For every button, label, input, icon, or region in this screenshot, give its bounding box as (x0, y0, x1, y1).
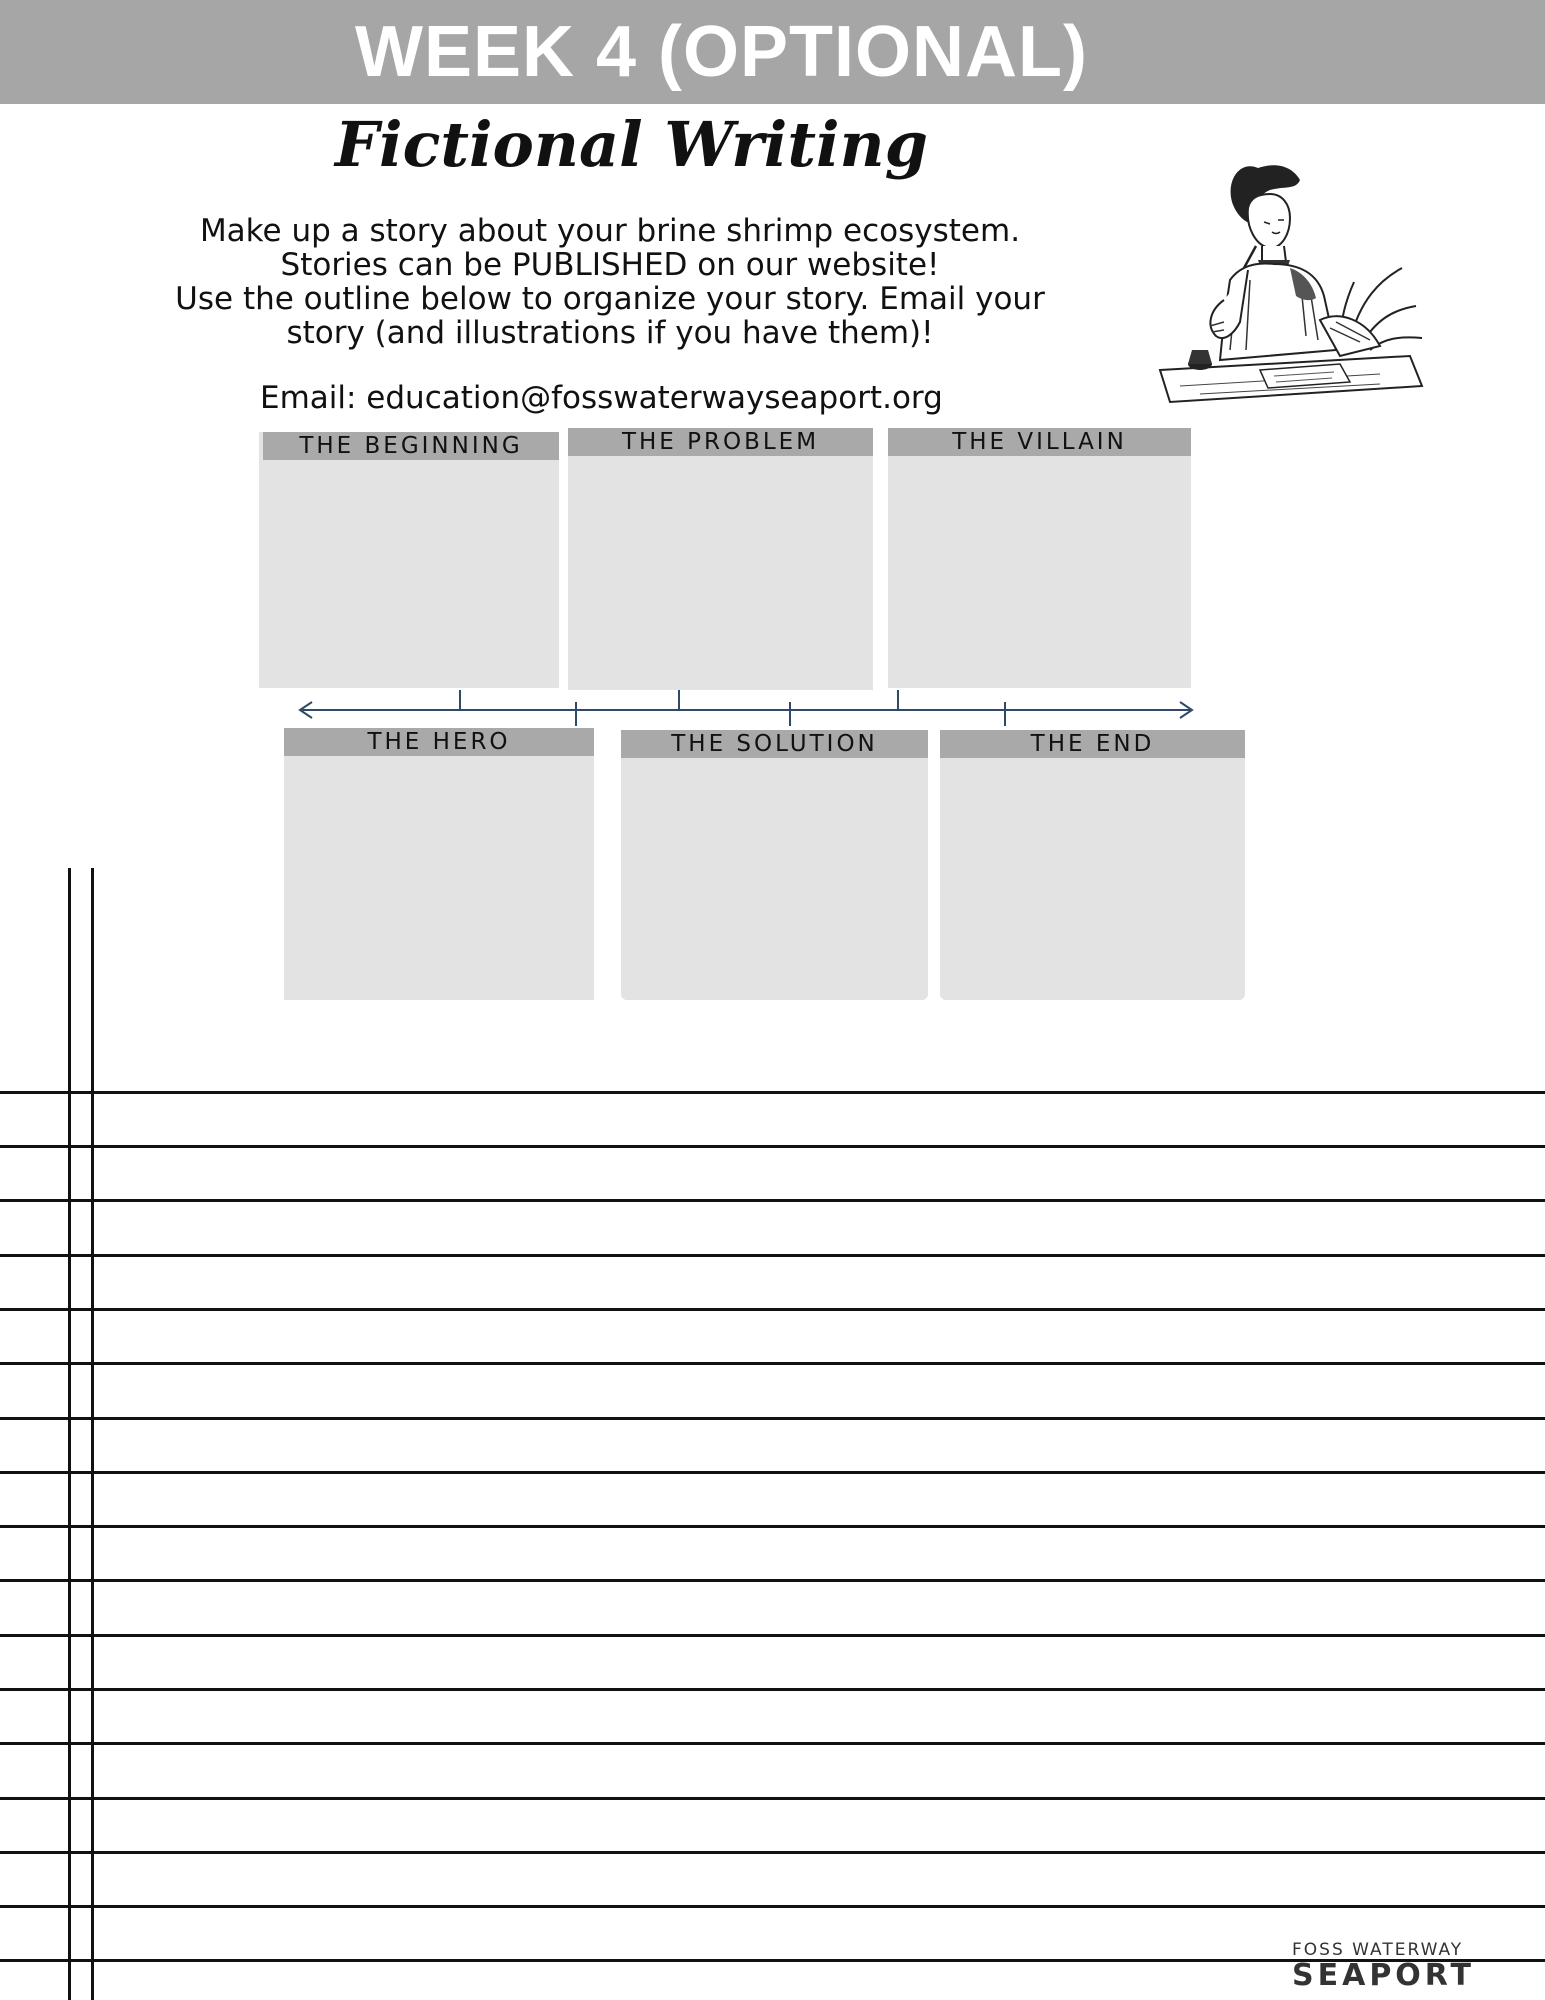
outline-label: THE PROBLEM (621, 429, 820, 455)
outline-tab (284, 728, 594, 756)
writing-line[interactable] (0, 1254, 1545, 1257)
outline-box-solution[interactable] (621, 730, 928, 1000)
outline-tab (621, 730, 928, 758)
writing-line[interactable] (0, 1797, 1545, 1800)
writing-line[interactable] (0, 1091, 1545, 1094)
logo-big-text: SEAPORT (1292, 1958, 1476, 1993)
outline-box-end[interactable] (940, 730, 1245, 1000)
intro-line: Use the outline below to organize your story. Email your (175, 281, 1045, 317)
writing-line[interactable] (0, 1851, 1545, 1854)
writing-line[interactable] (0, 1688, 1545, 1691)
intro-line: Make up a story about your brine shrimp ecosystem. (199, 213, 1021, 249)
margin-line (91, 868, 94, 2000)
outline-box-hero[interactable] (284, 728, 594, 1000)
outline-tab (940, 730, 1245, 758)
story-timeline (296, 690, 1196, 730)
header-banner (0, 0, 1545, 104)
outline-label: THE HERO (367, 729, 511, 755)
writing-line[interactable] (0, 1145, 1545, 1148)
outline-tab (263, 432, 559, 460)
writing-line[interactable] (0, 1905, 1545, 1908)
outline-label: THE END (1030, 731, 1155, 757)
outline-box-beginning[interactable] (259, 432, 559, 688)
outline-label: THE SOLUTION (671, 731, 878, 757)
foss-waterway-seaport-logo (1292, 1940, 1475, 1992)
page-title: Fictional Writing (335, 108, 928, 181)
writing-line[interactable] (0, 1199, 1545, 1202)
woman-writing-illustration (1140, 150, 1430, 440)
writing-line[interactable] (0, 1634, 1545, 1637)
intro-line: story (and illustrations if you have them)! (286, 315, 934, 351)
outline-label: THE VILLAIN (952, 429, 1127, 455)
email-contact: Email: education@fosswaterwayseaport.org (260, 380, 943, 416)
margin-line (68, 868, 71, 2000)
outline-box-problem[interactable] (568, 428, 873, 690)
writing-line[interactable] (0, 1471, 1545, 1474)
writing-line[interactable] (0, 1308, 1545, 1311)
writing-line[interactable] (0, 1525, 1545, 1528)
logo-small-text: FOSS WATERWAY (1292, 1940, 1464, 1960)
outline-tab (568, 428, 873, 456)
writing-line[interactable] (0, 1417, 1545, 1420)
outline-tab (888, 428, 1191, 456)
outline-label: THE BEGINNING (299, 433, 523, 459)
outline-box-villain[interactable] (888, 428, 1191, 688)
intro-line: Stories can be PUBLISHED on our website! (280, 247, 940, 283)
writing-line[interactable] (0, 1579, 1545, 1582)
writing-line[interactable] (0, 1742, 1545, 1745)
intro-text (130, 214, 1090, 350)
week-title: WEEK 4 (OPTIONAL) (355, 12, 1088, 92)
writing-line[interactable] (0, 1362, 1545, 1365)
